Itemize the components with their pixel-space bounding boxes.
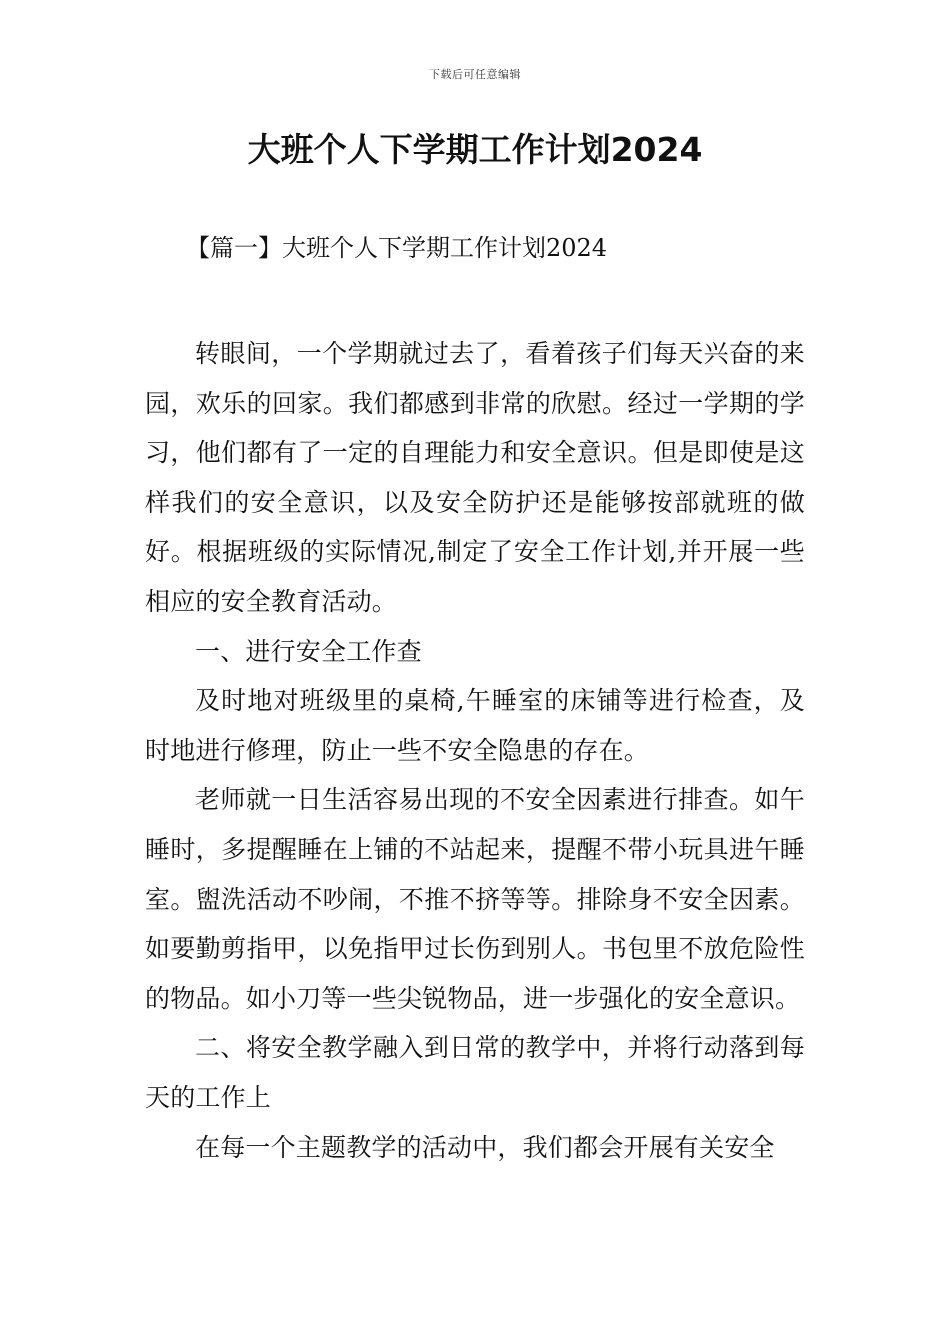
paragraph-intro: 转眼间，一个学期就过去了，看着孩子们每天兴奋的来园，欢乐的回家。我们都感到非常的欣慰。经过一学期的学习，他们都有了一定的自理能力和安全意识。但是即使是这样我们的安全意识，以及安全防护还是能够按部就班的做好。根据班级的实际情况,制定了安全工作计划,并开展一些相应的安全教育活动。 bbox=[145, 339, 805, 616]
paragraph-teaching: 在每一个主题教学的活动中，我们都会开展有关安全 bbox=[195, 1132, 775, 1162]
paragraph-heading-two: 二、将安全教学融入到日常的教学中，并将行动落到每天的工作上 bbox=[145, 1033, 805, 1112]
body-text bbox=[145, 329, 805, 1172]
header-note: 下载后可任意编辑 bbox=[429, 68, 521, 81]
document-title: 大班个人下学期工作计划2024 bbox=[247, 130, 703, 169]
paragraph-hazards: 老师就一日生活容易出现的不安全因素进行排查。如午睡时，多提醒睡在上铺的不站起来，提醒不带小玩具进午睡室。盥洗活动不吵闹，不推不挤等等。排除身不安全因素。如要勤剪指甲，以免指甲过长伤到别人。书包里不放危险性的物品。如小刀等一些尖锐物品，进一步强化的安全意识。 bbox=[145, 785, 805, 1013]
paragraph-heading-one: 一、进行安全工作查 bbox=[195, 636, 422, 666]
paragraph-inspection: 及时地对班级里的桌椅,午睡室的床铺等进行检查，及时地进行修理，防止一些不安全隐患的存在。 bbox=[145, 686, 805, 765]
section-heading: 【篇一】大班个人下学期工作计划2024 bbox=[186, 234, 608, 262]
